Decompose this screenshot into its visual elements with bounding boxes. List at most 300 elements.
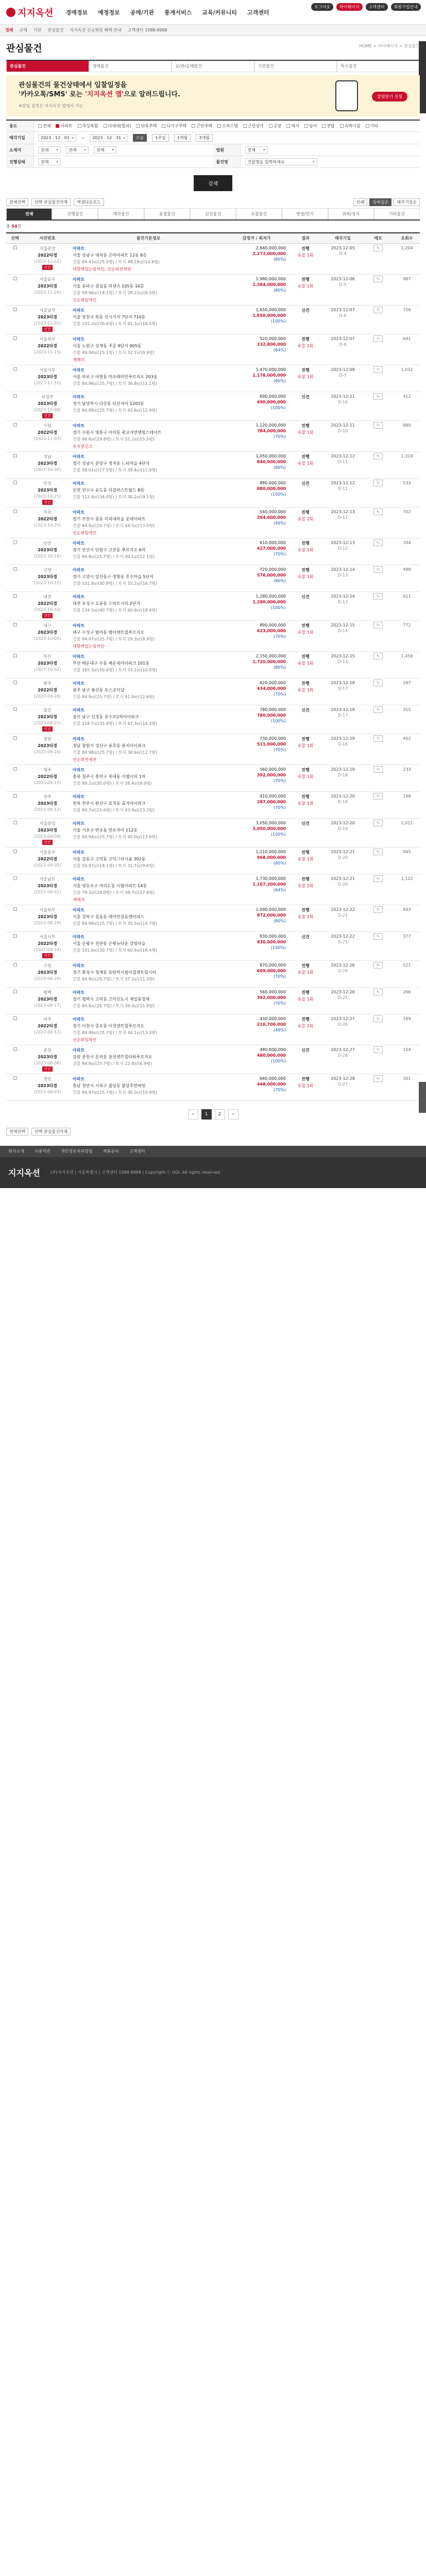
location-row <box>6 144 420 156</box>
memo-button[interactable]: ✎ <box>373 307 383 313</box>
table-row[interactable] <box>6 874 420 905</box>
memo-button[interactable]: ✎ <box>373 989 383 995</box>
subbar-phone: 고객센터 1588-8988 <box>127 28 167 32</box>
footer-links <box>0 1146 426 1157</box>
result-count-value: 54 <box>11 224 18 229</box>
case-number-link[interactable]: 2022타경 <box>38 252 57 258</box>
sigungu-select[interactable]: 전체 ▾ <box>66 146 89 154</box>
sale-date: 2023-12-26 <box>331 989 355 994</box>
property-address-link[interactable]: 서울 노원구 상계동 주공 9단지 905동 <box>73 343 142 348</box>
memo-button[interactable]: ✎ <box>373 1075 383 1082</box>
mypage-button[interactable]: 마이페이지 <box>336 3 363 11</box>
property-address-link[interactable]: 서울 은평구 진관동 은평뉴타운 상림마을 <box>73 941 146 946</box>
nav-item[interactable]: 공매/기관 <box>130 9 155 16</box>
table-row[interactable] <box>6 905 420 931</box>
subbar-item[interactable]: 관심물건 <box>47 28 64 32</box>
table-row[interactable] <box>6 791 420 818</box>
sale-date: 2023-12-20 <box>331 820 355 825</box>
case-number-link[interactable]: 2023타경 <box>38 883 57 888</box>
checkbox-icon <box>13 246 17 249</box>
case-number-link[interactable]: 2023타경 <box>38 547 57 552</box>
memo-button[interactable]: ✎ <box>373 706 383 713</box>
view-count: 1,204 <box>394 243 420 274</box>
row-checkbox[interactable] <box>13 794 17 798</box>
nav-item[interactable]: 예정정보 <box>98 9 120 16</box>
page-1[interactable]: 1 <box>201 1109 212 1120</box>
property-area: 건물 99.2㎡(30.0평) / 토지 26.4㎡(8.0평) <box>73 781 152 786</box>
table-row[interactable] <box>6 365 420 392</box>
tab-withdrawn[interactable]: 취하/정지 <box>328 208 374 219</box>
table-row[interactable] <box>6 765 420 791</box>
case-number-link[interactable]: 2023타경 <box>38 970 57 975</box>
footer-link[interactable]: 개인정보처리방침 <box>60 1149 93 1154</box>
subbar-item[interactable]: 공매 <box>19 28 27 32</box>
use-option-checkbox[interactable]: 오피스텔 <box>217 123 238 129</box>
subbar-item[interactable]: 경매 <box>5 28 13 32</box>
memo-button[interactable]: ✎ <box>373 393 383 400</box>
view-count: 315 <box>394 705 420 734</box>
court-name: 서울남부 <box>39 308 56 313</box>
row-checkbox[interactable] <box>13 540 17 544</box>
table-row[interactable] <box>6 1014 420 1045</box>
row-checkbox[interactable] <box>13 767 17 771</box>
row-checkbox[interactable] <box>13 934 17 938</box>
table-row[interactable] <box>6 1074 420 1100</box>
property-address-link[interactable]: 경기 이천시 증포동 이천센트럴푸르지오 <box>73 1023 145 1028</box>
case-number-link[interactable]: 2023타경 <box>38 574 57 579</box>
memo-button[interactable]: ✎ <box>373 622 383 629</box>
use-option-checkbox[interactable]: 아파트 <box>56 123 72 129</box>
use-option-checkbox[interactable]: 대지 <box>286 123 299 129</box>
checkbox-icon <box>78 124 81 128</box>
property-area: 건물 59.97㎡(18.1평) / 토지 31.7㎡(9.6평) <box>73 863 155 868</box>
memo-button[interactable]: ✎ <box>373 422 383 429</box>
property-area: 건물 84.8㎡(25.7평) / 토지 40.1㎡(12.1평) <box>73 554 155 559</box>
court-name: 서울서부 <box>39 934 56 939</box>
table-row[interactable] <box>6 507 420 538</box>
filter-agency[interactable]: 기관물건 <box>254 61 337 72</box>
memo-button[interactable]: ✎ <box>373 766 383 773</box>
memo-button[interactable]: ✎ <box>373 593 383 600</box>
sort-date-button[interactable]: 매각기일순 <box>394 198 420 206</box>
property-address-link[interactable]: 강원 춘천시 온의동 춘천센트럴타워푸르지오 <box>73 1054 152 1059</box>
row-checkbox[interactable] <box>13 876 17 880</box>
property-address-link[interactable]: 경기 화성시 청계동 동탄역시범더샵센트럴시티 <box>73 970 157 975</box>
view-count: 198 <box>394 791 420 818</box>
nav-item[interactable]: 통계서비스 <box>164 9 192 16</box>
memo-button[interactable]: ✎ <box>373 366 383 373</box>
status-text: 신건 <box>301 394 310 399</box>
use-option-checkbox[interactable]: 숙박시설 <box>340 123 361 129</box>
view-count: 344 <box>394 538 420 565</box>
memo-button[interactable]: ✎ <box>373 453 383 460</box>
property-address-link[interactable]: 서울 성북구 길음동 래미안길음센터피스 <box>73 914 145 919</box>
checkbox-icon <box>340 124 344 128</box>
table-row[interactable] <box>6 274 420 305</box>
property-address-link[interactable]: 서울 강남구 대치동 은마아파트 12동 8층 <box>73 252 147 258</box>
status-select[interactable]: 전체 ▾ <box>38 158 61 165</box>
join-guide-button[interactable]: 회원가입안내 <box>391 3 421 11</box>
property-address-link[interactable]: 전북 전주시 완산구 효자동 효자아이파크 <box>73 801 146 806</box>
row-checkbox[interactable] <box>13 1047 17 1051</box>
status-text: 진행 <box>301 850 310 855</box>
search-button[interactable]: 검색 <box>194 175 232 191</box>
footer-link[interactable]: 고객센터 <box>129 1149 145 1154</box>
footer-link[interactable]: 이용약관 <box>34 1149 50 1154</box>
select-all-button[interactable]: 전체선택 <box>6 198 28 206</box>
sale-date: 2023-12-15 <box>331 653 355 658</box>
registered-date: (2023-10-25) <box>33 494 61 499</box>
table-row[interactable] <box>6 565 420 591</box>
nav-item[interactable]: 고객센터 <box>247 9 269 16</box>
tab-all[interactable]: 전체 <box>6 208 52 219</box>
use-option-checkbox[interactable]: 공장 <box>269 123 281 129</box>
memo-button[interactable]: ✎ <box>373 906 383 913</box>
case-number-link[interactable]: 2022타경 <box>38 1023 57 1028</box>
row-checkbox[interactable] <box>13 481 17 484</box>
minimum-price: 830,000,000 <box>257 939 286 944</box>
checkbox-icon <box>13 1016 17 1020</box>
filter-public[interactable]: 공/관/공매물건 <box>172 61 254 72</box>
name-label: 물건명 <box>213 156 241 167</box>
property-area: 건물 84.99㎡(25.7평) / 토지 35.5㎡(10.7평) <box>73 921 158 926</box>
memo-button[interactable]: ✎ <box>373 539 383 546</box>
row-checkbox[interactable] <box>13 246 17 249</box>
date-3month-button[interactable]: 3개월 <box>196 134 213 142</box>
tab-closed[interactable]: 종결물건 <box>144 208 190 219</box>
property-address-link[interactable]: 경기 남양주시 다산동 다산자이 1203동 <box>73 401 144 406</box>
checkbox-icon <box>13 821 17 824</box>
case-number-link[interactable]: 2023타경 <box>38 283 57 289</box>
memo-button[interactable]: ✎ <box>373 480 383 486</box>
property-address-link[interactable]: 경기 고양시 일산동구 장항동 호수마을 5단지 <box>73 574 154 579</box>
row-checkbox[interactable] <box>13 308 17 311</box>
table-row[interactable] <box>6 705 420 734</box>
property-type: 아파트 <box>73 767 85 772</box>
checkbox-icon <box>13 277 17 280</box>
name-input[interactable]: 건물명을 입력하세요 ▾ <box>245 158 317 165</box>
table-row[interactable] <box>6 591 420 620</box>
row-checkbox[interactable] <box>13 1016 17 1020</box>
view-count: 287 <box>394 678 420 705</box>
property-address-link[interactable]: 서울 강동구 고덕동 고덕그라시움 302동 <box>73 856 146 861</box>
court-name: 부산 <box>43 654 52 659</box>
row-checkbox[interactable] <box>13 990 17 993</box>
view-count: 641 <box>394 334 420 365</box>
row-checkbox[interactable] <box>13 681 17 684</box>
row-checkbox[interactable] <box>13 336 17 340</box>
footer-link[interactable]: 회사소개 <box>8 1149 24 1154</box>
bottom-select-all-button[interactable]: 전체선택 <box>6 1128 28 1136</box>
table-row[interactable] <box>6 305 420 334</box>
property-type: 아파트 <box>73 246 85 251</box>
minimum-price: 392,000,000 <box>257 772 286 777</box>
d-day: D-11 <box>337 459 348 464</box>
case-number-link[interactable]: 2022타경 <box>38 430 57 435</box>
date-week-button[interactable]: 1주일 <box>152 134 169 142</box>
filter-auction[interactable]: 경매물건 <box>89 61 172 72</box>
registered-date: (2023-12-01) <box>33 259 61 264</box>
case-number-link[interactable]: 2022타경 <box>38 941 57 946</box>
status-text: 진행 <box>301 540 310 546</box>
nav-item[interactable]: 경매정보 <box>65 9 88 16</box>
row-checkbox[interactable] <box>13 850 17 853</box>
date-from-select[interactable]: 2023 . 12 . 01 ▾ <box>38 134 76 142</box>
property-address-link[interactable]: 서울 서초구 반포동 반포자이 112동 <box>73 827 138 833</box>
case-number-link[interactable]: 2023타경 <box>38 1083 57 1088</box>
use-option-checkbox[interactable]: 기타 <box>366 123 378 129</box>
property-address-link[interactable]: 광주 남구 봉선동 포스코더샵 <box>73 687 125 692</box>
page-2[interactable]: 2 <box>215 1109 225 1120</box>
table-row[interactable] <box>6 1045 420 1074</box>
row-checkbox[interactable] <box>13 277 17 280</box>
view-count: 1,122 <box>394 874 420 905</box>
row-checkbox[interactable] <box>13 1076 17 1080</box>
subbar-notice[interactable]: 지지옥션 신규회원 혜택 안내 <box>70 28 122 32</box>
view-count: 1,318 <box>394 451 420 478</box>
use-option-checkbox[interactable]: 주상복합 <box>78 123 98 129</box>
property-address-link[interactable]: 부산 해운대구 우동 해운대아이파크 101동 <box>73 660 150 666</box>
prev-page-button[interactable]: ‹ <box>188 1109 198 1120</box>
status-text: 진행 <box>301 454 310 459</box>
property-area: 건물 118.7㎡(35.9평) / 토지 47.3㎡(14.3평) <box>73 721 158 726</box>
sale-date: 2023-12-12 <box>331 480 355 485</box>
property-address-link[interactable]: 경기 안산시 단원구 고잔동 푸르지오 6차 <box>73 547 146 552</box>
case-number-link[interactable]: 2023타경 <box>38 996 57 1002</box>
status-text: 진행 <box>301 907 310 912</box>
memo-button[interactable]: ✎ <box>373 875 383 882</box>
case-number-link[interactable]: 2023타경 <box>38 743 57 748</box>
memo-button[interactable]: ✎ <box>373 335 383 342</box>
excel-download-button[interactable]: 엑셀다운로드 <box>74 198 104 206</box>
table-row[interactable] <box>6 734 420 765</box>
memo-button[interactable]: ✎ <box>373 735 383 742</box>
d-day: D-13 <box>337 599 348 604</box>
site-logo[interactable] <box>6 6 54 19</box>
banner-apply-button[interactable]: 알림받기 신청 <box>372 92 407 101</box>
row-checkbox[interactable] <box>13 623 17 626</box>
next-page-button[interactable]: › <box>228 1109 238 1120</box>
row-checkbox[interactable] <box>13 736 17 740</box>
row-checkbox[interactable] <box>13 510 17 513</box>
row-checkbox[interactable] <box>13 423 17 427</box>
memo-button[interactable]: ✎ <box>373 245 383 251</box>
tab-changed[interactable]: 변경/연기 <box>282 208 328 219</box>
case-number-link[interactable]: 2023타경 <box>38 461 57 466</box>
case-number-link[interactable]: 2022타경 <box>38 601 57 606</box>
memo-button[interactable]: ✎ <box>373 820 383 826</box>
case-number-link[interactable]: 2023타경 <box>38 401 57 406</box>
th-case: 사건번호 <box>24 233 71 243</box>
date-month-button[interactable]: 1개월 <box>174 134 191 142</box>
case-number-link[interactable]: 2022타경 <box>38 774 57 779</box>
case-number-link[interactable]: 2023타경 <box>38 1054 57 1059</box>
property-address-link[interactable]: 서울 양천구 목동 신시가지 7단지 710동 <box>73 314 146 319</box>
property-address-link[interactable]: 서울 송파구 잠실동 리센츠 105동 14층 <box>73 283 144 289</box>
tab-sold[interactable]: 매각물건 <box>98 208 144 219</box>
filter-special[interactable]: 특수물건 <box>337 61 420 72</box>
table-row[interactable] <box>6 651 420 678</box>
registered-date: (2023-11-08) <box>33 407 61 412</box>
table-row[interactable] <box>6 818 420 847</box>
case-number-link[interactable]: 2022타경 <box>38 343 57 348</box>
table-row[interactable] <box>6 538 420 565</box>
d-day: D-4 <box>339 251 347 256</box>
breadcrumb: HOME > 마이페이지 > 관심물건 <box>359 44 420 48</box>
table-row[interactable] <box>6 392 420 420</box>
tab-progress[interactable]: 진행물건 <box>52 208 98 219</box>
row-checkbox[interactable] <box>13 567 17 571</box>
appraisal-price: 430,000,000 <box>260 1016 286 1021</box>
memo-button[interactable]: ✎ <box>373 793 383 800</box>
use-option-checkbox[interactable]: 전답 <box>322 123 334 129</box>
property-address-link[interactable]: 경남 창원시 성산구 용호동 용지아이파크 <box>73 743 146 748</box>
new-badge: 신건 <box>42 327 53 332</box>
checkbox-icon <box>13 907 17 911</box>
table-row[interactable] <box>6 960 420 987</box>
table-row[interactable] <box>6 678 420 705</box>
table-row[interactable] <box>6 478 420 507</box>
case-number-link[interactable]: 2023타경 <box>38 660 57 666</box>
use-option-checkbox[interactable]: 단독주택 <box>136 123 157 129</box>
row-checkbox[interactable] <box>13 707 17 711</box>
tab-new[interactable]: 신건물건 <box>190 208 236 219</box>
minimum-percent: (64%) <box>273 887 286 892</box>
view-count: 987 <box>394 274 420 305</box>
property-address-link[interactable]: 울산 남구 신정동 문수로2차아이파크 <box>73 714 139 719</box>
tab-failed[interactable]: 유찰물건 <box>236 208 282 219</box>
memo-button[interactable]: ✎ <box>373 509 383 515</box>
row-checkbox[interactable] <box>13 907 17 911</box>
memo-button[interactable]: ✎ <box>373 962 383 969</box>
footer-link[interactable]: 제휴문의 <box>103 1149 119 1154</box>
delete-selected-button[interactable]: 선택 관심물건삭제 <box>31 198 71 206</box>
case-number-link[interactable]: 2023타경 <box>38 827 57 833</box>
row-checkbox[interactable] <box>13 654 17 657</box>
memo-button[interactable]: ✎ <box>373 1015 383 1022</box>
date-to-select[interactable]: 2023 . 12 . 31 ▾ <box>90 134 128 142</box>
row-checkbox[interactable] <box>13 454 17 457</box>
d-day: D-18 <box>337 772 348 777</box>
table-row[interactable] <box>6 847 420 874</box>
sale-date: 2023-12-12 <box>331 453 355 459</box>
use-option-checkbox[interactable]: 전체 <box>38 123 50 129</box>
use-option-checkbox[interactable]: 다세대(빌라) <box>104 123 131 129</box>
case-number-link[interactable]: 2023타경 <box>38 714 57 719</box>
table-row[interactable] <box>6 931 420 960</box>
case-number-link[interactable]: 2023타경 <box>38 914 57 919</box>
case-number-link[interactable]: 2023타경 <box>38 801 57 806</box>
dong-select[interactable]: 전체 ▾ <box>94 146 116 154</box>
logout-button[interactable]: 로그아웃 <box>311 3 333 11</box>
table-row[interactable] <box>6 987 420 1014</box>
case-number-link[interactable]: 2023타경 <box>38 487 57 493</box>
court-name: 의정부 <box>41 394 54 399</box>
sort-registered-button[interactable]: 등록일순 <box>369 198 391 206</box>
property-address-link[interactable]: 서울 영등포구 여의도동 시범아파트 14동 <box>73 883 147 888</box>
property-address-link[interactable]: 경기 평택시 고덕동 고덕신도시 제일풍경채 <box>73 996 150 1002</box>
banner-sub: ※알림 설정은 지지옥션 앱에서 가능 <box>19 104 83 108</box>
property-address-link[interactable]: 대전 유성구 도룡동 스마트시티 2단지 <box>73 601 141 606</box>
row-checkbox[interactable] <box>13 963 17 967</box>
fail-count: 유찰 1회 <box>297 547 314 552</box>
court-name: 서울동부 <box>39 850 56 855</box>
use-option-checkbox[interactable]: 근린상가 <box>243 123 264 129</box>
case-number-link[interactable]: 2022타경 <box>38 856 57 861</box>
use-option-checkbox[interactable]: 임야 <box>304 123 317 129</box>
pagination <box>0 1109 426 1120</box>
registered-date: (2023-08-03) <box>33 1089 61 1094</box>
bottom-delete-button[interactable]: 선택 관심물건삭제 <box>31 1128 71 1136</box>
status-text: 신건 <box>301 821 310 826</box>
property-address-link[interactable]: 인천 연수구 송도동 더샵퍼스트월드 B동 <box>73 487 145 493</box>
memo-button[interactable]: ✎ <box>373 933 383 940</box>
tab-other[interactable]: 기타물건 <box>374 208 420 219</box>
court-select[interactable]: 전체 ▾ <box>245 146 268 154</box>
row-checkbox[interactable] <box>13 367 17 371</box>
date-today-button[interactable]: 오늘 <box>133 134 147 142</box>
help-button[interactable]: 고객센터 <box>366 3 388 11</box>
memo-button[interactable]: ✎ <box>373 653 383 659</box>
use-option-checkbox[interactable]: 근린주택 <box>192 123 212 129</box>
memo-button[interactable]: ✎ <box>373 680 383 686</box>
view-count: 2,011 <box>394 818 420 847</box>
th-select: 선택 <box>6 233 24 243</box>
memo-button[interactable]: ✎ <box>373 849 383 855</box>
property-address-link[interactable]: 서울 마포구 아현동 마포래미안푸르지오 203동 <box>73 374 158 379</box>
row-checkbox[interactable] <box>13 821 17 824</box>
table-row[interactable] <box>6 620 420 651</box>
case-number-link[interactable]: 2023타경 <box>38 314 57 319</box>
subbar-item[interactable]: 기관 <box>33 28 42 32</box>
memo-button[interactable]: ✎ <box>373 1046 383 1053</box>
property-address-link[interactable]: 충북 청주시 흥덕구 복대동 지웰시티 1차 <box>73 774 146 779</box>
property-tags: 선순위전세권 <box>73 757 97 762</box>
sale-date: 2023-12-21 <box>331 849 355 854</box>
row-checkbox[interactable] <box>13 594 17 598</box>
property-area: 건물 58.01㎡(17.5평) / 토지 39.4㎡(11.9평) <box>73 467 158 472</box>
property-address-link[interactable]: 경기 성남시 분당구 정자동 느티마을 4단지 <box>73 461 150 466</box>
filter-interest[interactable]: 관심물건 <box>6 61 89 72</box>
memo-button[interactable]: ✎ <box>373 566 383 573</box>
nav-item[interactable]: 교육/커뮤니티 <box>202 9 237 16</box>
view-count: 189 <box>394 1014 420 1045</box>
property-type: 아파트 <box>73 540 85 546</box>
table-row[interactable] <box>6 420 420 451</box>
minimum-percent: (80%) <box>273 378 286 383</box>
case-number-link[interactable]: 2022타경 <box>38 687 57 692</box>
minimum-price: 840,000,000 <box>257 459 286 464</box>
case-number-link[interactable]: 2023타경 <box>38 630 57 635</box>
property-address-link[interactable]: 경기 부천시 중동 미리내마을 롯데아파트 <box>73 516 146 521</box>
property-address-link[interactable]: 경기 수원시 영통구 이의동 광교자연앤힐스테이트 <box>73 430 162 435</box>
table-row[interactable] <box>6 334 420 365</box>
case-number-link[interactable]: 2022타경 <box>38 516 57 521</box>
property-address-link[interactable]: 충남 천안시 서북구 불당동 불당호반써밋 <box>73 1083 146 1088</box>
sido-select[interactable]: 전체 ▾ <box>38 146 61 154</box>
use-option-checkbox[interactable]: 다가구주택 <box>162 123 186 129</box>
table-row[interactable] <box>6 243 420 274</box>
d-day: D-21 <box>337 912 348 918</box>
memo-button[interactable]: ✎ <box>373 276 383 282</box>
print-button[interactable]: 인쇄 <box>353 198 367 206</box>
row-checkbox[interactable] <box>13 394 17 398</box>
sale-date: 2023-12-15 <box>331 622 355 628</box>
table-row[interactable] <box>6 451 420 478</box>
side-top-button[interactable] <box>419 1082 426 1113</box>
property-address-link[interactable]: 대구 수성구 범어동 범어센트럴푸르지오 <box>73 630 145 635</box>
case-number-link[interactable]: 2023타경 <box>38 374 57 379</box>
